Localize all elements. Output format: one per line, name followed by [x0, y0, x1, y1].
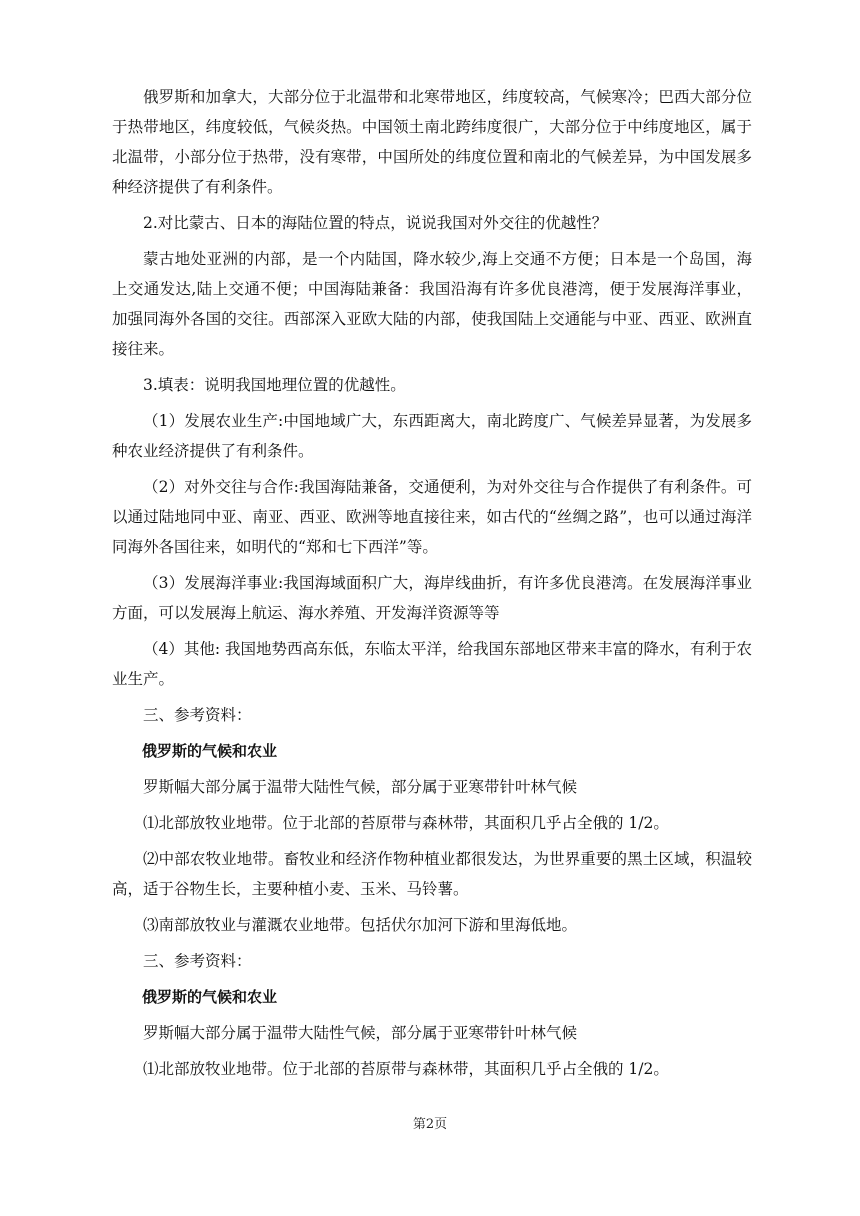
section-heading: 三、参考资料： — [143, 706, 252, 724]
paragraph: ⑵中部农牧业地带。畜牧业和经济作物种植业都很发达，为世界重要的黑土区域，积温较高，适于谷物生长，主要种植小麦、玉米、马铃薯。 — [112, 850, 752, 898]
paragraph: （1）发展农业生产:中国地域广大，东西距离大，南北跨度广、气候差异显著，为发展多种农业经济提供了有利条件。 — [112, 412, 752, 460]
paragraph: 3.填表：说明我国地理位置的优越性。 — [143, 376, 406, 394]
subheading: 俄罗斯的气候和农业 — [142, 988, 278, 1006]
paragraph: ⑶南部放牧业与灌溉农业地带。包括伏尔加河下游和里海低地。 — [143, 916, 578, 934]
paragraph: ⑴北部放牧业地带。位于北部的苔原带与森林带，其面积几乎占全俄的 1/2。 — [143, 814, 669, 832]
paragraph: （4）其他: 我国地势西高东低，东临太平洋，给我国东部地区带来丰富的降水，有利于农业生产。 — [112, 640, 753, 688]
paragraph: 2.对比蒙古、日本的海陆位置的特点，说说我国对外交往的优越性？ — [143, 214, 608, 232]
paragraph: （2）对外交往与合作:我国海陆兼备，交通便利，为对外交往与合作提供了有利条件。可以通过陆地同中亚、南亚、西亚、欧洲等地直接往来，如古代的“丝绸之路”，也可以通过海洋同海外各国往来，如明代的“郑和七下西洋”等。 — [112, 478, 752, 556]
section-heading: 三、参考资料： — [143, 952, 252, 970]
paragraph: （3）发展海洋事业:我国海域面积广大，海岸线曲折，有许多优良港湾。在发展海洋事业方面，可以发展海上航运、海水养殖、开发海洋资源等等 — [112, 574, 752, 622]
paragraph: ⑴北部放牧业地带。位于北部的苔原带与森林带，其面积几乎占全俄的 1/2。 — [143, 1060, 669, 1078]
paragraph: 罗斯幅大部分属于温带大陆性气候，部分属于亚寒带针叶林气候 — [143, 1024, 578, 1042]
subheading: 俄罗斯的气候和农业 — [142, 742, 278, 760]
paragraph: 蒙古地处亚洲的内部，是一个内陆国，降水较少,海上交通不方便；日本是一个岛国，海上交通发达,陆上交通不便；中国海陆兼备：我国沿海有许多优良港湾，便于发展海洋事业，加强同海外各国的交往。西部深入亚欧大陆的内部，使我国陆上交通能与中亚、西亚、欧洲直接往来。 — [112, 250, 752, 358]
paragraph: 罗斯幅大部分属于温带大陆性气候，部分属于亚寒带针叶林气候 — [143, 778, 578, 796]
page-content — [112, 82, 752, 1090]
page-number: 第2页 — [412, 1117, 448, 1132]
paragraph: 俄罗斯和加拿大，大部分位于北温带和北寒带地区，纬度较高，气候寒冷；巴西大部分位于热带地区，纬度较低，气候炎热。中国领土南北跨纬度很广，大部分位于中纬度地区，属于北温带，小部分位于热带，没有寒带，中国所处的纬度位置和南北的气候差异，为中国发展多种经济提供了有利条件。 — [112, 88, 752, 196]
